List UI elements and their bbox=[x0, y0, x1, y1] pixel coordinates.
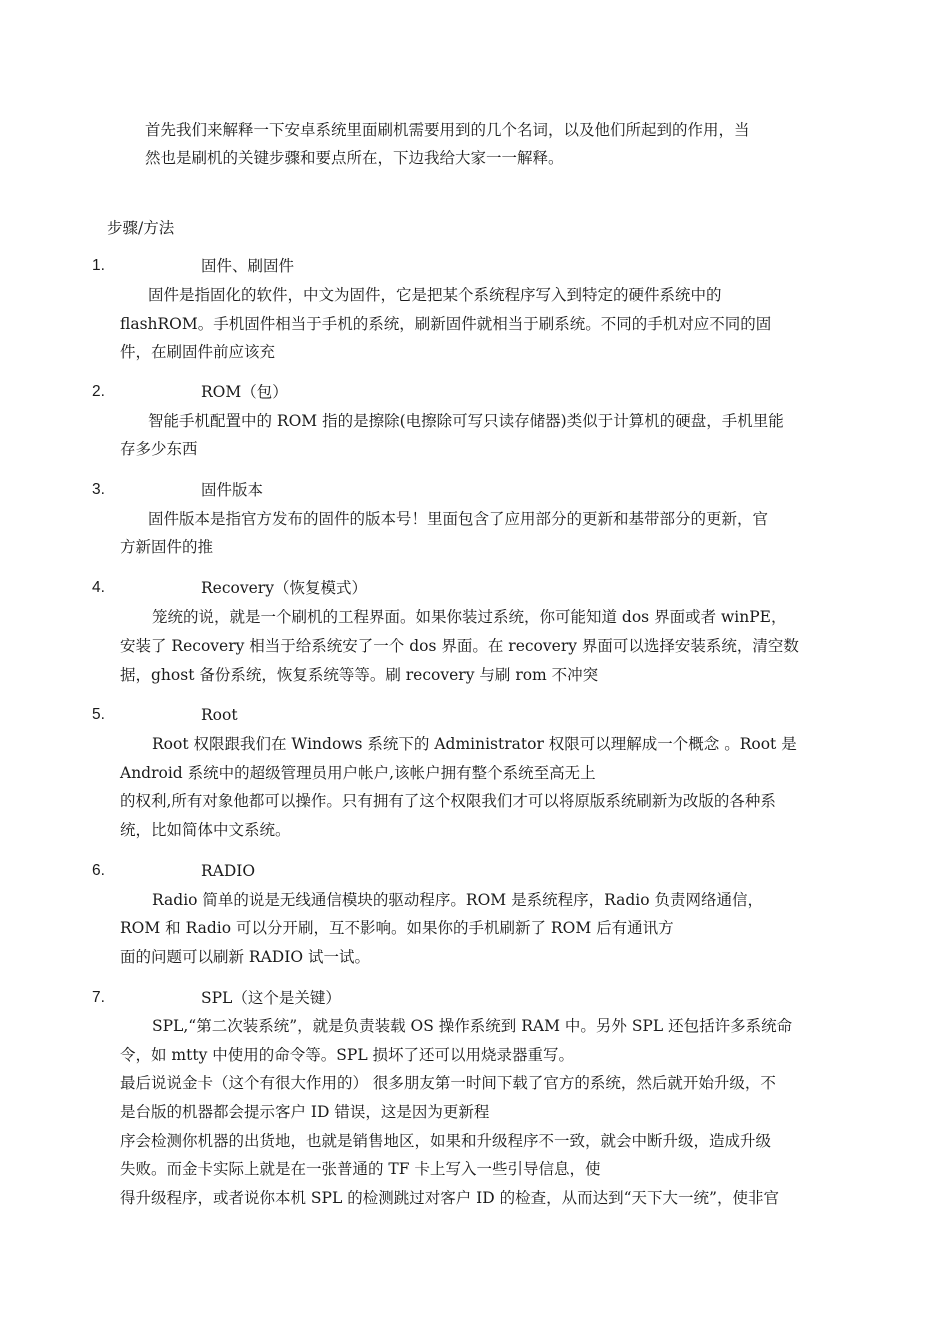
section-line: 统，比如简体中文系统。 bbox=[120, 821, 291, 839]
intro-line: 首先我们来解释一下安卓系统里面刷机需要用到的几个名词，以及他们所起到的作用，当 bbox=[145, 121, 750, 139]
section-number: 2. bbox=[92, 383, 105, 400]
section-title: Recovery（恢复模式） bbox=[201, 579, 367, 597]
intro-line: 然也是刷机的关键步骤和要点所在，下边我给大家一一解释。 bbox=[145, 149, 564, 167]
section-line: SPL,“第二次装系统”，就是负责装载 OS 操作系统到 RAM 中。另外 SPL 还包括许多系统命 bbox=[152, 1017, 793, 1035]
section-title: SPL（这个是关键） bbox=[201, 989, 341, 1007]
section-line: 方新固件的推 bbox=[120, 538, 214, 556]
section-line: 令，如 mtty 中使用的命令等。SPL 损坏了还可以用烧录器重写。 bbox=[120, 1046, 575, 1064]
section-number: 5. bbox=[92, 706, 105, 723]
section-line: 是台版的机器都会提示客户 ID 错误，这是因为更新程 bbox=[120, 1103, 490, 1121]
section-title: 固件、刷固件 bbox=[201, 257, 295, 275]
section-line: 失败。而金卡实际上就是在一张普通的 TF 卡上写入一些引导信息，使 bbox=[120, 1160, 601, 1178]
section-number: 1. bbox=[92, 257, 105, 274]
section-line: ROM 和 Radio 可以分开刷，互不影响。如果你的手机刷新了 ROM 后有通讯方 bbox=[120, 919, 674, 937]
section-line: 固件版本是指官方发布的固件的版本号！里面包含了应用部分的更新和基带部分的更新，官 bbox=[148, 510, 769, 528]
section-line: 据，ghost 备份系统，恢复系统等等。刷 recovery 与刷 rom 不冲突 bbox=[120, 666, 599, 684]
section-line: 智能手机配置中的 ROM 指的是擦除(电擦除可写只读存储器)类似于计算机的硬盘，手机里能 bbox=[148, 412, 784, 430]
section-title: Root bbox=[201, 706, 238, 724]
section-line: Root 权限跟我们在 Windows 系统下的 Administrator 权限可以理解成一个概念 。Root 是 bbox=[152, 735, 797, 753]
section-line: 存多少东西 bbox=[120, 440, 198, 458]
section-line: flashROM。手机固件相当于手机的系统，刷新固件就相当于刷系统。不同的手机对应不同的固 bbox=[120, 315, 772, 333]
section-number: 7. bbox=[92, 989, 105, 1006]
section-line: Android 系统中的超级管理员用户帐户,该帐户拥有整个系统至高无上 bbox=[120, 764, 596, 782]
section-number: 6. bbox=[92, 862, 105, 879]
section-line: Radio 简单的说是无线通信模块的驱动程序。ROM 是系统程序，Radio 负责网络通信， bbox=[152, 891, 763, 909]
section-line: 的权利,所有对象他都可以操作。只有拥有了这个权限我们才可以将原版系统刷新为改版的各种系 bbox=[120, 792, 776, 810]
section-line: 最后说说金卡（这个有很大作用的） 很多朋友第一时间下载了官方的系统，然后就开始升级，不 bbox=[120, 1074, 776, 1092]
section-title: 固件版本 bbox=[201, 481, 264, 499]
section-line: 件，在刷固件前应该充 bbox=[120, 343, 276, 361]
steps-heading: 步骤/方法 bbox=[107, 219, 175, 237]
section-number: 4. bbox=[92, 579, 105, 596]
section-line: 得升级程序，或者说你本机 SPL 的检测跳过对客户 ID 的检查，从而达到“天下大一统”，使非官 bbox=[120, 1189, 779, 1207]
section-line: 面的问题可以刷新 RADIO 试一试。 bbox=[120, 948, 370, 966]
section-line: 固件是指固化的软件，中文为固件，它是把某个系统程序写入到特定的硬件系统中的 bbox=[148, 286, 722, 304]
section-line: 安装了 Recovery 相当于给系统安了一个 dos 界面。在 recovery 界面可以选择安装系统，清空数 bbox=[120, 637, 799, 655]
section-title: RADIO bbox=[201, 862, 256, 880]
section-title: ROM（包） bbox=[201, 383, 288, 401]
section-number: 3. bbox=[92, 481, 105, 498]
section-line: 笼统的说，就是一个刷机的工程界面。如果你装过系统，你可能知道 dos 界面或者 winPE， bbox=[152, 608, 787, 626]
section-line: 序会检测你机器的出货地，也就是销售地区，如果和升级程序不一致，就会中断升级，造成升级 bbox=[120, 1132, 772, 1150]
